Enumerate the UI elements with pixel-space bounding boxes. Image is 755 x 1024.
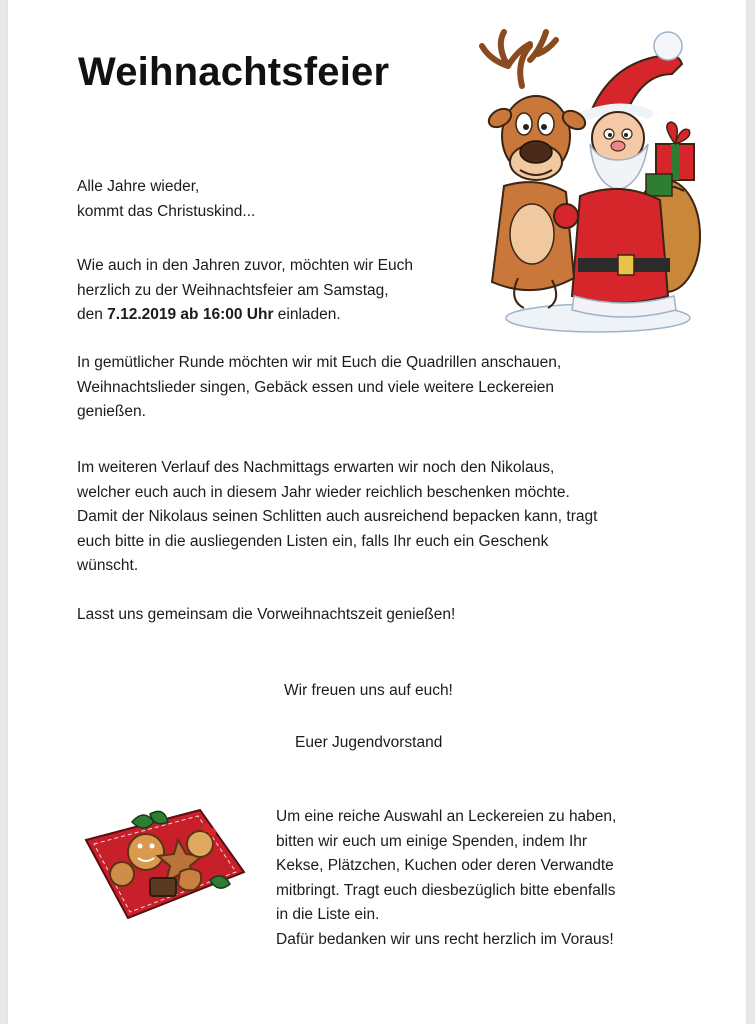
- donation-line: Um eine reiche Auswahl an Leckereien zu haben,: [276, 808, 617, 825]
- program-line: Weihnachtslieder singen, Gebäck essen und viele weitere Leckereien: [77, 378, 555, 396]
- donation-line: Kekse, Plätzchen, Kuchen oder deren Verwandte: [276, 857, 614, 874]
- donation-line: Dafür bedanken wir uns recht herzlich im Voraus!: [276, 930, 614, 948]
- intro-line: Alle Jahre wieder,: [77, 178, 200, 195]
- closing-signature: Euer Jugendvorstand: [295, 734, 443, 751]
- program-line: genießen.: [77, 403, 146, 420]
- invitation-line-date: [77, 303, 413, 328]
- flyer-page: [8, 0, 746, 1024]
- nikolaus-line: euch bitte in die ausliegenden Listen ein, falls Ihr euch ein Geschenk: [77, 532, 549, 550]
- nikolaus-line: Damit der Nikolaus seinen Schlitten auch ausreichend bepacken kann, tragt: [77, 508, 598, 525]
- enjoy-text: Lasst uns gemeinsam die Vorweihnachtszeit genießen!: [77, 606, 456, 623]
- page-title: Weihnachtsfeier: [78, 50, 390, 94]
- program-line: In gemütlicher Runde möchten wir mit Euch die Quadrillen anschauen,: [77, 354, 562, 371]
- invitation-line: Wie auch in den Jahren zuvor, möchten wir Euch: [77, 257, 414, 274]
- donation-line: bitten wir euch um einige Spenden, indem Ihr: [276, 832, 588, 850]
- invitation-suffix: einladen.: [273, 306, 341, 323]
- donation-line: in die Liste ein.: [276, 906, 380, 923]
- invitation-line: herzlich zu der Weihnachtsfeier am Samstag,: [77, 281, 389, 299]
- program-paragraph: [77, 351, 561, 425]
- donation-line: mitbringt. Tragt euch diesbezüglich bitte ebenfalls: [276, 881, 616, 899]
- nikolaus-paragraph: [77, 456, 597, 579]
- invitation-prefix: den: [77, 306, 108, 323]
- intro-paragraph: [77, 175, 255, 224]
- nikolaus-line: Im weiteren Verlauf des Nachmittags erwarten wir noch den Nikolaus,: [77, 459, 555, 476]
- donation-paragraph: [276, 805, 616, 952]
- enjoy-line: [77, 603, 455, 628]
- closing-greeting: Wir freuen uns auf euch!: [284, 682, 453, 699]
- cookie-plate-illustration: [80, 800, 250, 930]
- santa-reindeer-illustration: [478, 26, 708, 336]
- intro-line: kommt das Christuskind...: [77, 202, 256, 220]
- invitation-paragraph: [77, 254, 413, 328]
- nikolaus-line: welcher euch auch in diesem Jahr wieder reichlich beschenken möchte.: [77, 483, 570, 501]
- event-date-time: 7.12.2019 ab 16:00 Uhr: [107, 306, 274, 323]
- nikolaus-line: wünscht.: [77, 557, 139, 574]
